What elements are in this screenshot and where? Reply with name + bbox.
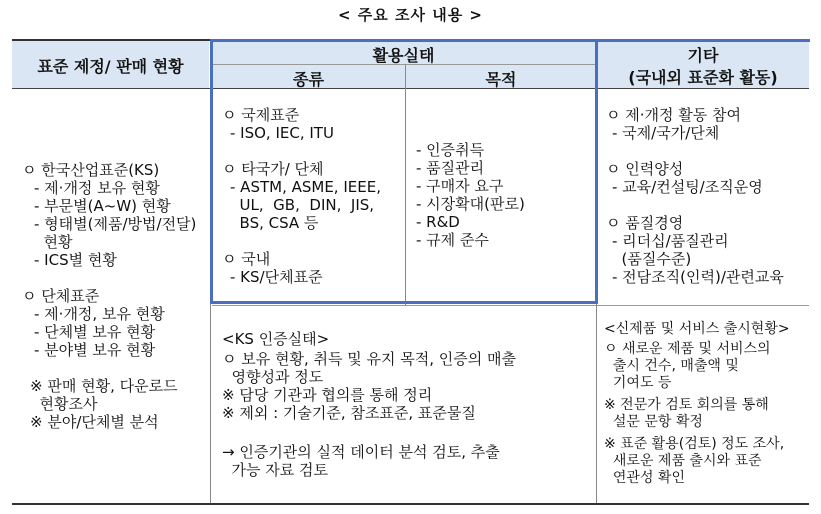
newprod-line: 새로운 제품 출시와 표준 — [604, 453, 762, 469]
newprod-title: <신제품 및 서비스 출시현황> — [604, 321, 790, 337]
ks-title: ㅇ 한국산업표준(KS) — [22, 161, 160, 179]
ks-item: - ICS별 현황 — [34, 251, 117, 269]
col-divider-1 — [210, 40, 211, 503]
purpose-item: - 규제 준수 — [416, 231, 489, 249]
header-purpose: 목적 — [485, 70, 517, 89]
row-divider — [212, 305, 809, 306]
newprod-line: 설문 문항 확정 — [604, 414, 703, 430]
foreign-item: UL, GB, DIN, JIS, — [230, 196, 375, 214]
etc-item: - 리더십/품질관리 — [612, 232, 729, 250]
ks-item: - 부문별(A~W) 현황 — [34, 197, 171, 215]
col-divider-2 — [405, 64, 406, 305]
foreign-item: - ASTM, ASME, IEEE, — [230, 178, 381, 196]
etc-title-training: ㅇ 인력양성 — [606, 160, 684, 178]
col1-note: 현황조사 — [30, 395, 98, 413]
newprod-line: 연관성 확인 — [604, 470, 685, 486]
header-standard-status: 표준 제정/ 판매 현황 — [37, 57, 184, 76]
newprod-line: ㅇ 새로운 제품 및 서비스의 — [604, 341, 771, 357]
org-title: ㅇ 단체표준 — [22, 287, 100, 305]
purpose-item: - R&D — [416, 213, 460, 231]
col1-note: ※ 분야/단체별 분석 — [30, 413, 159, 431]
org-item: - 단체별 보유 현황 — [34, 323, 156, 341]
org-item: - 제·개정, 보유 현황 — [34, 305, 165, 323]
purpose-item: - 시장확대(판로) — [416, 195, 525, 213]
etc-item: (품질수준) — [612, 250, 692, 268]
cert-line: ㅇ 보유 현황, 취득 및 유지 목적, 인증의 매출 — [222, 350, 517, 368]
table-top-border — [12, 39, 809, 41]
table-bottom-border — [12, 503, 809, 505]
intl-title: ㅇ 국제표준 — [222, 106, 300, 124]
col-divider-3 — [596, 40, 597, 503]
cert-line: 영향성과 정도 — [222, 368, 324, 386]
etc-title-quality: ㅇ 품질경영 — [606, 214, 684, 232]
purpose-item: - 품질관리 — [416, 159, 485, 177]
etc-title-participation: ㅇ 제·개정 활동 참여 — [606, 106, 741, 124]
etc-item: - 교육/컨설팅/조직운영 — [612, 178, 763, 196]
cert-arrow-line: 가능 자료 검토 — [222, 461, 329, 479]
cert-title: <KS 인증실태> — [222, 330, 330, 348]
etc-item: - 국제/국가/단체 — [612, 124, 720, 142]
header-usage: 활용실태 — [372, 46, 435, 65]
intl-item: - ISO, IEC, ITU — [230, 124, 334, 142]
foreign-title: ㅇ 타국가/ 단체 — [222, 160, 324, 178]
newprod-line: 출시 건수, 매출액 및 — [604, 358, 739, 374]
header-kind: 종류 — [293, 70, 324, 89]
header-etc-sub: (국내외 표준화 활동) — [628, 68, 778, 87]
header-etc: 기타 — [687, 46, 719, 65]
cert-arrow-line: → 인증기관의 실적 데이터 분석 검토, 추출 — [222, 443, 500, 461]
domestic-title: ㅇ 국내 — [222, 250, 271, 268]
page-title: < 주요 조사 내용 > — [338, 6, 483, 24]
purpose-item: - 구매자 요구 — [416, 177, 504, 195]
newprod-line: 기여도 등 — [604, 375, 672, 391]
newprod-line: ※ 표준 활용(검토) 정도 조사, — [604, 436, 785, 452]
ks-item: - 제·개정 보유 현황 — [34, 179, 160, 197]
domestic-item: - KS/단체표준 — [230, 268, 323, 286]
ks-item: 현황 — [34, 233, 73, 251]
purpose-item: - 인증취득 — [416, 141, 485, 159]
newprod-line: ※ 전문가 검토 회의를 통해 — [604, 397, 769, 413]
ks-item: - 형태별(제품/방법/전달) — [34, 215, 197, 233]
cert-line: ※ 제외 : 기술기준, 참조표준, 표준물질 — [222, 404, 476, 422]
etc-item: - 전담조직(인력)/관련교육 — [612, 268, 784, 286]
org-item: - 분야별 보유 현황 — [34, 341, 156, 359]
cert-line: ※ 담당 기관과 협의를 통해 정리 — [222, 386, 433, 404]
col1-note: ※ 판매 현황, 다운로드 — [30, 377, 178, 395]
foreign-item: BS, CSA 등 — [230, 214, 319, 232]
